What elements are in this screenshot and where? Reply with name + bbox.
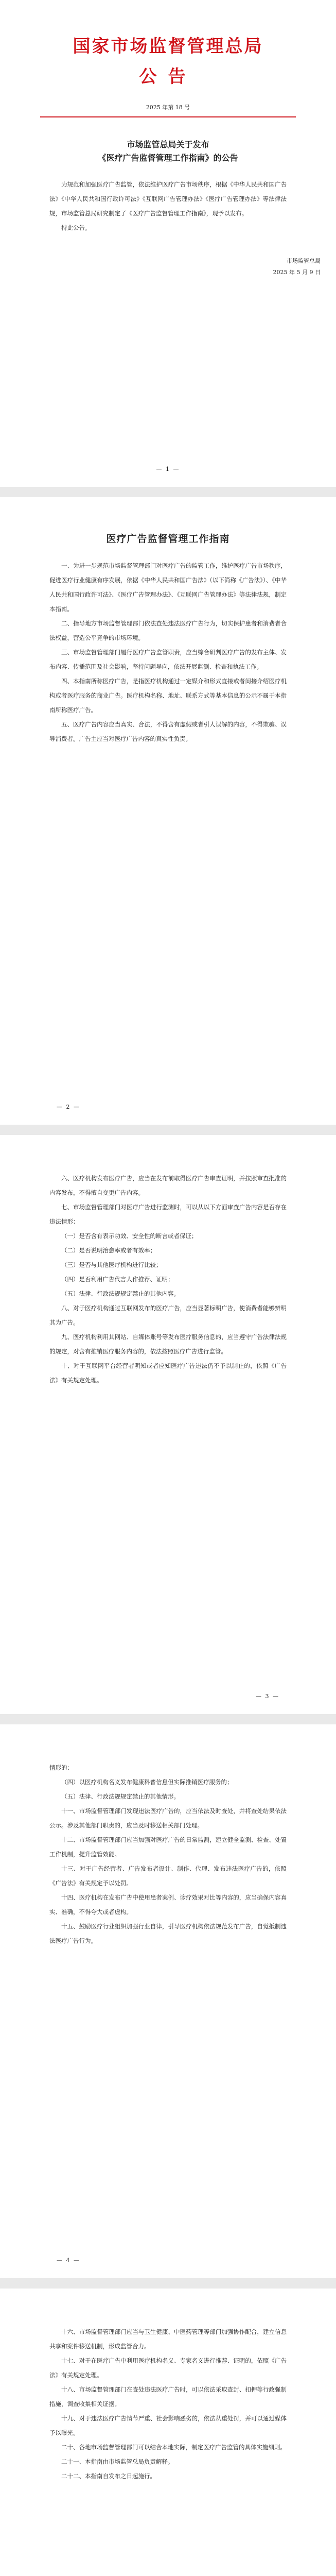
guide-paragraph: 九、医疗机构利用其网站、自媒体账号等发布医疗服务信息的，应当遵守广告法律法规的规定，对含有推销医疗服务内容的，依法按照医疗广告进行监管。 <box>49 1333 287 1355</box>
list-item: （四）是否利用广告代言人作推荐、证明； <box>61 1276 174 1283</box>
red-divider <box>40 116 296 117</box>
list-item: （二）是否说明治愈率或者有效率； <box>61 1247 156 1254</box>
list-item: （三）是否与其他医疗机构进行比较； <box>61 1261 162 1268</box>
guide-page-1 <box>0 497 336 1125</box>
guide-paragraph: 六、医疗机构发布医疗广告，应当在发布前取得医疗广告审查证明，并按照审查批准的内容发布，不得擅自变更广告内容。 <box>49 1175 287 1196</box>
signature <box>0 256 336 278</box>
org-subtitle: 公告 <box>139 66 197 87</box>
guide-page-4 <box>0 2289 336 2576</box>
notice-title-line2: 《医疗广告监督管理工作指南》的公告 <box>98 153 238 163</box>
guide-paragraph: 三、市场监督管理部门履行医疗广告监管职责，应当综合研判医疗广告的发布主体、发布内容、传播范围及社会影响，坚持问题导向，依法开展监测、检查和执法工作。 <box>49 649 287 670</box>
guide-paragraph: 二十、各地市场监督管理部门可以结合本地实际，制定医疗广告监管的具体实施细则。 <box>61 2444 286 2451</box>
notice-body <box>0 177 336 235</box>
list-item: （五）法律、行政法规规定禁止的其他内容。 <box>61 1290 180 1297</box>
guide-paragraph: 情形的： <box>49 1764 73 1771</box>
notice-page <box>0 0 336 487</box>
guide-paragraph: 二十一、本指南由市场监管总局负责解释。 <box>61 2458 174 2465</box>
guide-page-3 <box>0 1724 336 2278</box>
org-title: 国家市场监督管理总局 <box>73 36 263 57</box>
list-item: （一）是否含有表示功效、安全性的断言或者保证； <box>61 1232 198 1240</box>
notice-title <box>0 138 336 165</box>
guide-paragraph: 十四、医疗机构在发布广告中使用患者案例、诊疗效果对比等内容的，应当确保内容真实、准确，不得夸大或者虚构。 <box>49 1894 287 1916</box>
guide-paragraph: 十、对于互联网平台经营者明知或者应知医疗广告违法仍不予以制止的，依照《广告法》有关规定处理。 <box>49 1362 287 1384</box>
notice-paragraph: 为规范和加强医疗广告监管，依法维护医疗广告市场秩序，根据《中华人民共和国广告法》《中华人民共和国行政许可法》《互联网广告管理办法》《医疗广告管理办法》等法律法规，市场监管总局研究制定了《医疗广告监督管理工作指南》，现予以发布。 <box>49 181 287 217</box>
guide-paragraph: 二十二、本指南自发布之日起施行。 <box>61 2472 156 2480</box>
signature-org: 市场监管总局 <box>287 258 321 264</box>
guide-paragraph: 十九、对于违法医疗广告情节严重、社会影响恶劣的，依法从重处罚，并可以通过媒体予以曝光。 <box>49 2415 287 2436</box>
guide-body <box>0 2289 336 2483</box>
guide-paragraph: 十七、对于在医疗广告中利用医疗机构名义、专家名义进行推荐、证明的，依照《广告法》有关规定处理。 <box>49 2357 287 2379</box>
guide-title: 医疗广告监督管理工作指南 <box>106 533 230 545</box>
page-number: — 1 — <box>156 466 180 472</box>
page-number: — 3 — <box>256 1693 279 1700</box>
guide-body <box>0 558 336 746</box>
guide-paragraph: （四）以医疗机构名义发布健康科普信息但实际推销医疗服务的； <box>61 1778 233 1786</box>
guide-body <box>0 1724 336 1948</box>
guide-paragraph: 十六、市场监督管理部门应当与卫生健康、中医药管理等部门加强协作配合，建立信息共享和案件移送机制，形成监管合力。 <box>49 2328 287 2350</box>
guide-paragraph: 一、为进一步规范市场监督管理部门对医疗广告的监管工作，维护医疗广告市场秩序，促进医疗行业健康有序发展，依据《中华人民共和国广告法》（以下简称《广告法》）、《中华人民共和国行政许可法》、《医疗广告管理办法》、《互联网广告管理办法》等法律法规，制定本指南。 <box>49 562 287 613</box>
guide-paragraph: （五）法律、行政法规规定禁止的其他情形。 <box>61 1793 180 1800</box>
page-number: — 4 — <box>57 2257 80 2264</box>
guide-paragraph: 四、本指南所称医疗广告，是指医疗机构通过一定媒介和形式直接或者间接介绍医疗机构或者医疗服务的商业广告。医疗机构名称、地址、联系方式等基本信息的公示不属于本指南所称医疗广告。 <box>49 677 287 714</box>
guide-paragraph: 八、对于医疗机构通过互联网发布的医疗广告，应当显著标明广告，使消费者能够辨明其为广告。 <box>49 1304 287 1326</box>
guide-paragraph: 十二、市场监督管理部门应当加强对医疗广告的日常监测，建立健全监测、检查、处置工作机制，提升监管效能。 <box>49 1836 287 1858</box>
page-number: — 2 — <box>57 1104 80 1110</box>
signature-date: 2025 年 5 月 9 日 <box>273 269 321 276</box>
guide-paragraph: 十三、对于广告经营者、广告发布者设计、制作、代理、发布违法医疗广告的，依照《广告法》有关规定予以处罚。 <box>49 1865 287 1887</box>
guide-paragraph: 十八、市场监督管理部门在查处违法医疗广告时，可以依法采取查封、扣押等行政强制措施，调查收集相关证据。 <box>49 2386 287 2408</box>
guide-body <box>0 1135 336 1387</box>
guide-paragraph: 五、医疗广告内容应当真实、合法，不得含有虚假或者引人误解的内容，不得欺骗、误导消费者。广告主应当对医疗广告内容的真实性负责。 <box>49 721 287 742</box>
guide-paragraph: 七、市场监督管理部门对医疗广告进行监测时，可以从以下方面审查广告内容是否存在违法情形： <box>49 1204 287 1225</box>
notice-paragraph: 特此公告。 <box>61 224 91 231</box>
guide-page-2 <box>0 1135 336 1714</box>
guide-paragraph: 十一、市场监督管理部门发现违法医疗广告的，应当依法及时查处，并将查处结果依法公示。涉及其他部门职责的，应当及时移送相关部门处理。 <box>49 1807 287 1829</box>
guide-paragraph: 二、指导地方市场监督管理部门依法查处违法医疗广告行为，切实保护患者和消费者合法权益，营造公平竞争的市场环境。 <box>49 620 287 641</box>
notice-title-line1: 市场监管总局关于发布 <box>127 140 209 149</box>
doc-number: 2025 年第 18 号 <box>146 104 190 111</box>
guide-paragraph: 十五、鼓励医疗行业组织加强行业自律，引导医疗机构依法规范发布广告，自觉抵制违法医疗广告行为。 <box>49 1923 287 1944</box>
